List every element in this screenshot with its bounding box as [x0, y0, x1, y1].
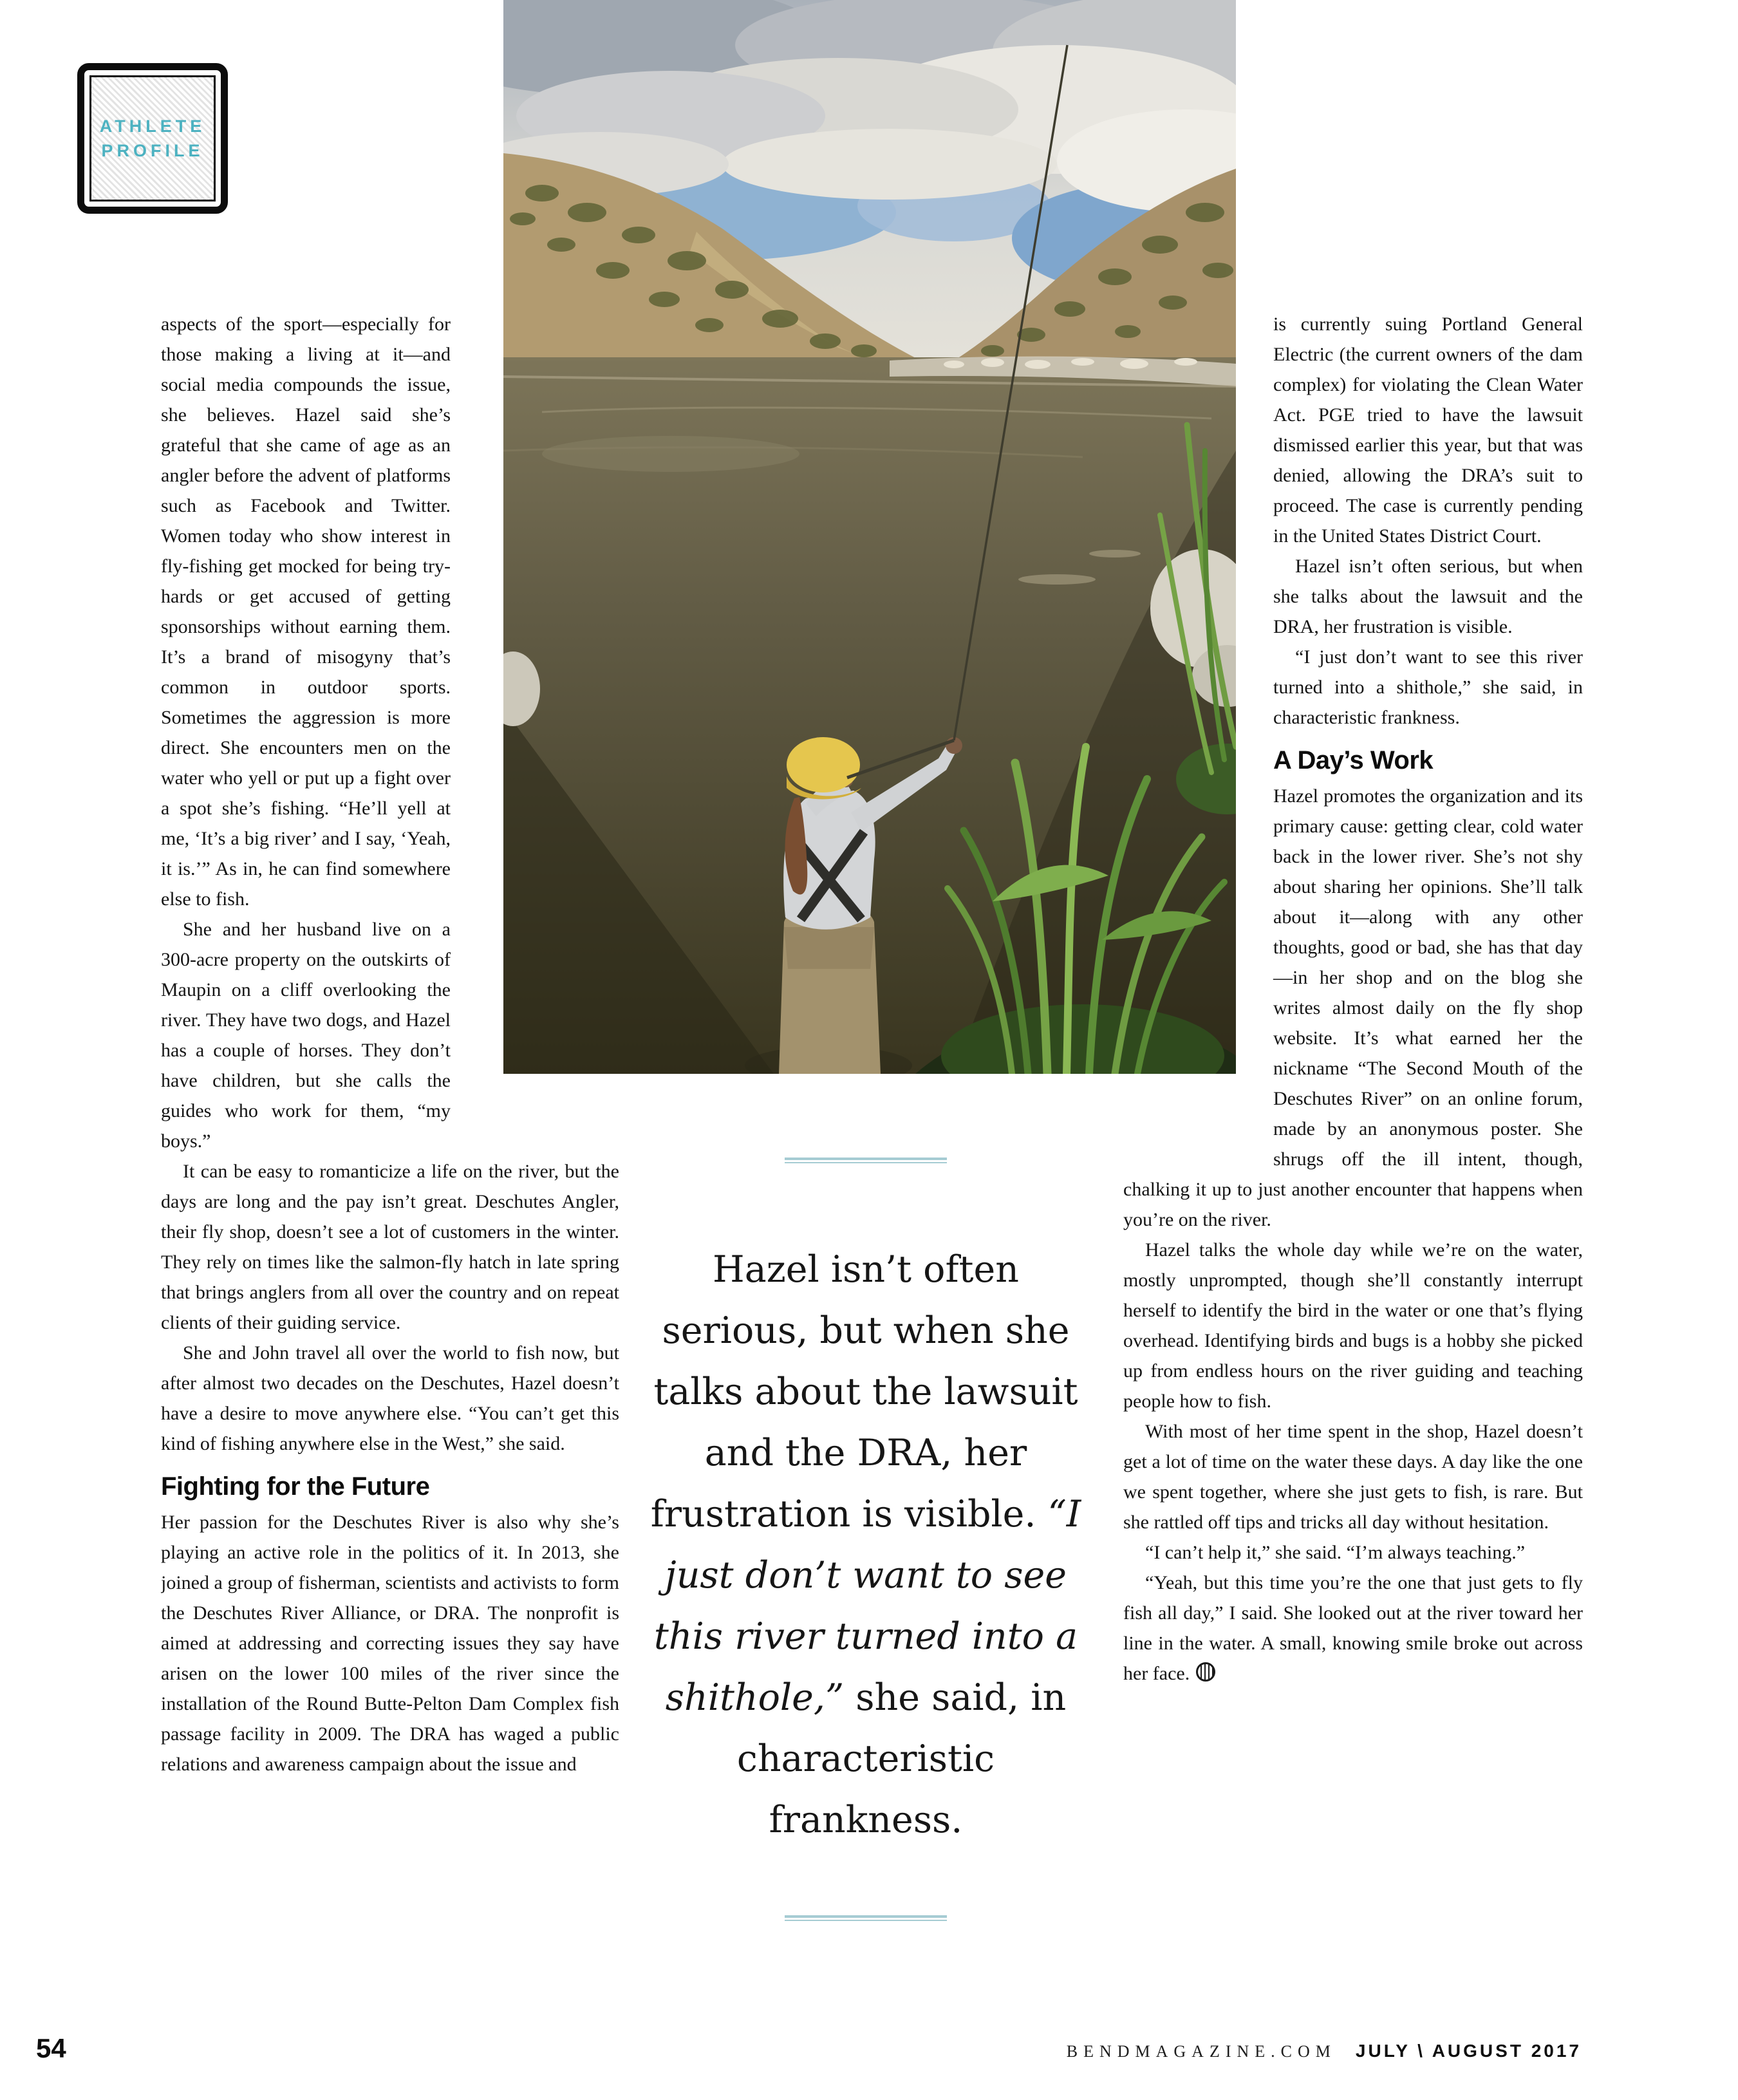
body-paragraph: She and her husband live on a 300-acre property on the outskirts of Maupin on a cliff overlooking the river. They have two dogs, and Hazel has a couple of horses. They don’t have children, but she calls the guides who work for them, “my boys.” [161, 919, 451, 1152]
photo-wrap-spacer [1123, 309, 1273, 1147]
pull-quote [640, 1158, 1091, 1921]
body-paragraph: With most of her time spent in the shop, Hazel doesn’t get a lot of time on the water these days. A day like the one we spent together, where she just gets to fish, is rare. But she rattled off tips and tricks all day without hesitation. [1123, 1421, 1583, 1533]
body-paragraph: “I can’t help it,” she said. “I’m always teaching.” [1145, 1542, 1526, 1563]
body-paragraph: Hazel talks the whole day while we’re on the water, mostly unprompted, though she’ll constantly interrupt herself to identify the bird in the water or one that’s flying overhead. Identifying birds and bugs is a hobby she picked up from endless hours on the river guiding and teaching people how to fish. [1123, 1239, 1583, 1412]
pull-quote-part1: Hazel isn’t often serious, but when she talks about the lawsuit and the DRA, her frustration is visible. [650, 1248, 1078, 1535]
body-paragraph: Hazel isn’t often serious, but when she talks about the lawsuit and the DRA, her frustration is visible. [1273, 556, 1583, 637]
body-paragraph: She and John travel all over the world to fish now, but after almost two decades on the Deschutes, Hazel doesn’t have a desire to move anywhere else. “You can’t get this kind of fishing anywhere else in the West,” she said. [161, 1342, 619, 1454]
body-paragraph: It can be easy to romanticize a life on the river, but the days are long and the pay isn’t great. Deschutes Angler, their fly shop, doesn’t see a lot of customers in the winter. They rely on times like the salmon-fly hatch in late spring that brings anglers from all over the country and on repeat clients of their guiding service. [161, 1161, 619, 1333]
body-paragraph-text: “Yeah, but this time you’re the one that just gets to fly fish all day,” I said. She looked out at the river toward her line in the water. A small, knowing smile broke out across her face. [1123, 1572, 1583, 1684]
badge-line-1: ATHLETE [99, 117, 206, 136]
bend-endmark-icon [1196, 1662, 1215, 1682]
pull-quote-italic: “I just don’t want to see this river turned into a shithole,” [653, 1493, 1081, 1719]
body-paragraph: is currently suing Portland General Electric (the current owners of the dam complex) for violating the Clean Water Act. PGE tried to have the lawsuit dismissed earlier this year, but that was denied, allowing the DRA’s suit to proceed. The case is currently pending in the United States District Court. [1273, 314, 1583, 547]
badge-line-2: PROFILE [101, 141, 204, 160]
footer-issue-date: JULY \ AUGUST 2017 [1355, 2041, 1582, 2061]
body-paragraph: “I just don’t want to see this river turned into a shithole,” she said, in characteristic frankness. [1273, 646, 1583, 728]
body-paragraph: Her passion for the Deschutes River is also why she’s playing an active role in the politics of it. In 2013, she joined a group of fisherman, scientists and activists to form the Deschutes River Alliance, or DRA. The nonprofit is aimed at addressing and correcting issues they say have arisen on the lower 100 miles of the river since the installation of the Round Butte-Pelton Dam Complex fish passage facility in 2009. The DRA has waged a public relations and awareness campaign about the issue and [161, 1512, 619, 1775]
pull-quote-bottom-rule [785, 1915, 947, 1921]
badge-hatch-panel [89, 75, 216, 202]
footer-site-url: BENDMAGAZINE.COM [1066, 2042, 1336, 2061]
pull-quote-part3: she said, in characteristic frankness. [736, 1676, 1067, 1841]
yellow-hat [787, 737, 860, 792]
body-paragraph: Hazel promotes the organization and its primary cause: getting clear, cold water back in the lower river. She’s not shy about sharing her opinions. She’ll talk about it—along with any other thoughts, good or bad, she has that day—in her shop and on the blog she writes almost daily on the fly shop website. It’s what earned her the nickname “The Second Mouth of the Deschutes River” on an online forum, made by an anonymous poster. She shrugs off the ill intent, though, chalking it up to just another encounter that happens when you’re on the river. [1123, 785, 1583, 1230]
athlete-profile-badge [77, 63, 228, 214]
body-paragraph: aspects of the sport—especially for those making a living at it—and social media compounds the issue, she believes. Hazel said she’s grateful that she came of age as an angler before the advent of platforms such as Facebook and Twitter. Women today who show interest in fly-fishing get mocked for being try-hards or get accused of getting sponsorships without earning them. It’s a brand of misogyny that’s common in outdoor sports. Sometimes the aggression is more direct. She encounters men on the water who yell or put up a fight over a spot she’s fishing. “He’ll yell at me, ‘It’s a big river’ and I say, ‘Yeah, it is.’” As in, he can find somewhere else to fish. [161, 314, 451, 910]
section-heading-a-days-work: A Day’s Work [1273, 746, 1434, 774]
pull-quote-top-rule [785, 1158, 947, 1163]
footer [1067, 2041, 1582, 2061]
right-column [1123, 309, 1583, 1867]
section-heading-fighting-for-the-future: Fighting for the Future [161, 1472, 430, 1501]
body-paragraph [1123, 1568, 1583, 1689]
photo-wrap-spacer [451, 309, 619, 1106]
page-number: 54 [36, 2033, 66, 2063]
left-column [161, 309, 619, 1922]
pull-quote-text [640, 1239, 1091, 1851]
